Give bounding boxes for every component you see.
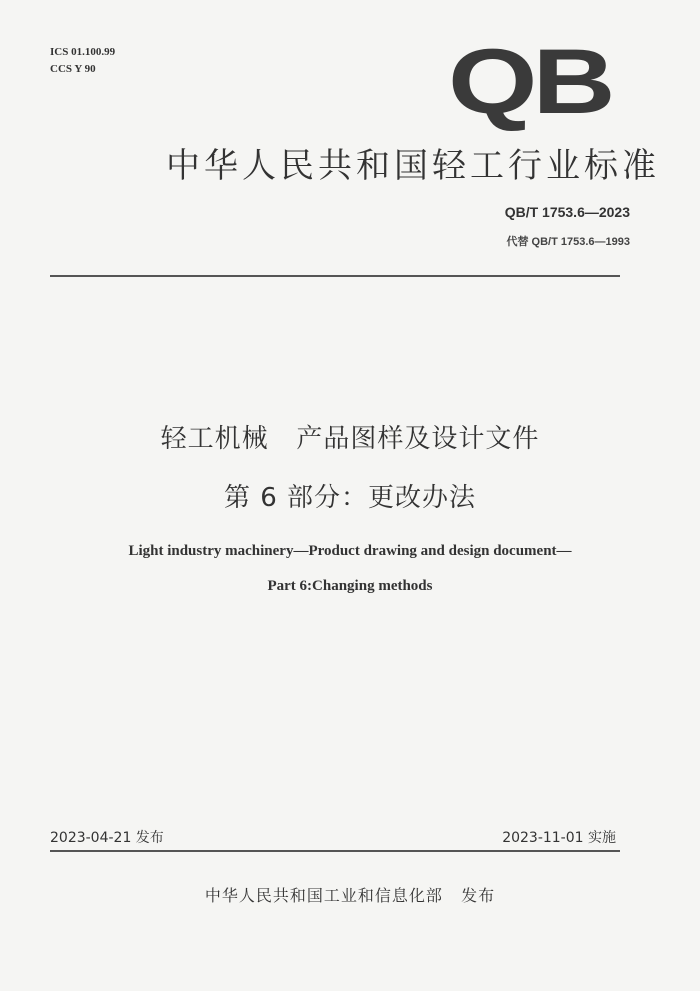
replaces-standard: 代替 QB/T 1753.6—1993	[506, 236, 630, 248]
issue-date: 2023-04-21 发布	[50, 830, 164, 846]
standard-number: QB/T 1753.6—2023	[504, 204, 630, 220]
ccs-code: CCS Y 90	[50, 63, 96, 75]
english-title-line-2: Part 6:Changing methods	[267, 578, 433, 594]
classification-codes	[50, 44, 115, 78]
chinese-title-line-2: 第 6 部分：更改办法	[223, 483, 477, 513]
issuing-authority: 中华人民共和国工业和信息化部 发布	[204, 886, 496, 905]
ics-code: ICS 01.100.99	[50, 46, 116, 58]
english-title-line-1: Light industry machinery—Product drawing and design document—	[128, 543, 572, 559]
chinese-title-line-1: 轻工机械 产品图样及设计文件	[160, 424, 540, 454]
qb-logo: QB	[448, 31, 611, 133]
bottom-divider	[50, 850, 620, 852]
top-divider	[50, 275, 620, 277]
effective-date: 2023-11-01 实施	[502, 830, 616, 846]
organization-title: 中华人民共和国轻工行业标准	[166, 146, 660, 186]
